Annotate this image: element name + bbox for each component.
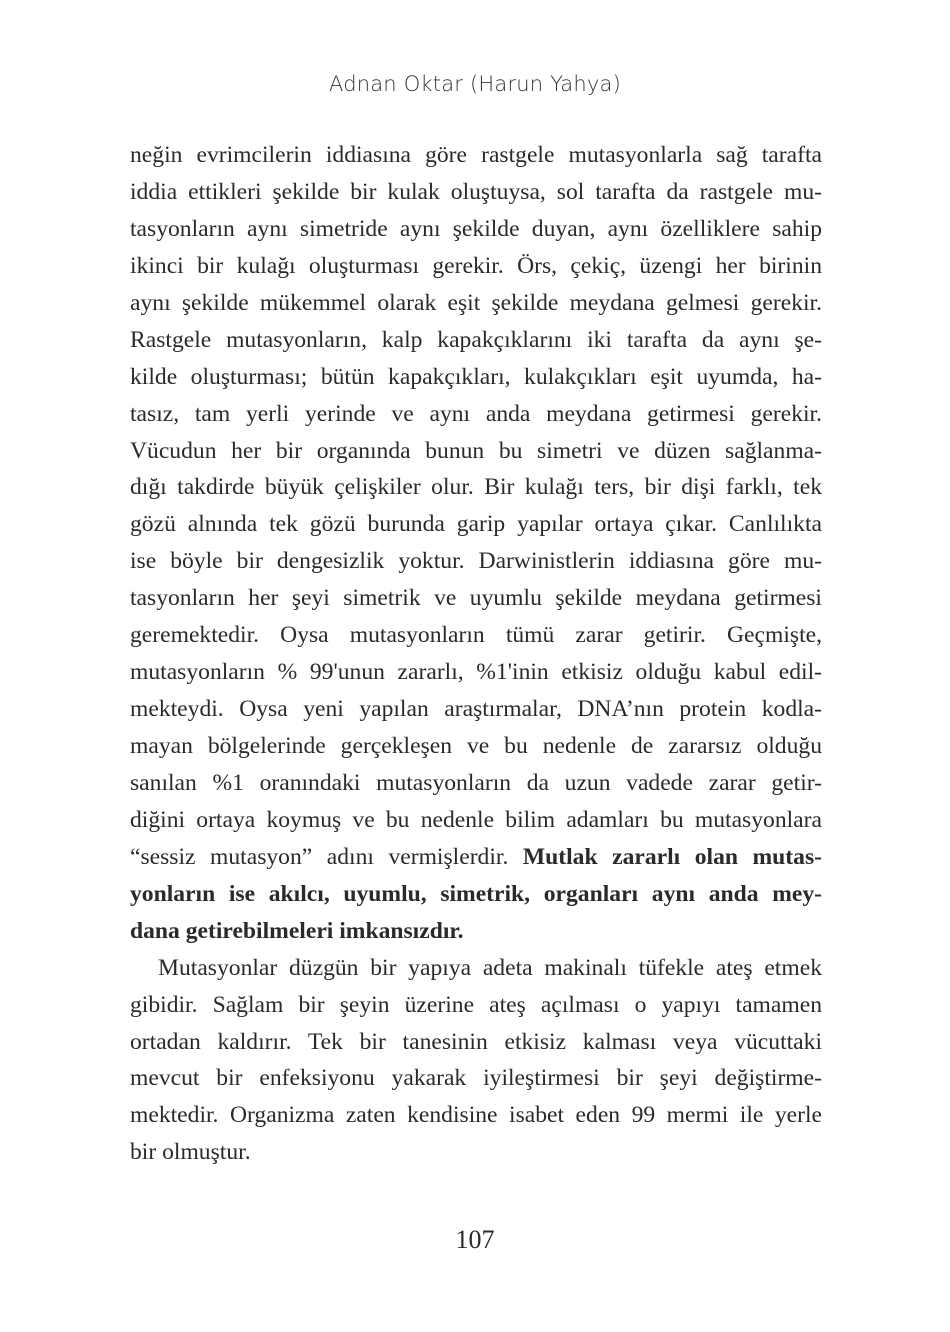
bold-text-line: dana getirebilmeleri imkansızdır. [130,917,464,944]
bold-text-line: yonların ise akılcı, uyumlu, simetrik, organları aynı anda mey- [130,880,822,907]
text-line: gözü alnında tek gözü burunda garip yapılar ortaya çıkar. Canlılıkta [130,511,822,538]
paragraph-1 [130,137,822,950]
text-line: dığı takdirde büyük çelişkiler olur. Bir kulağı ters, bir dişi farklı, tek [130,474,822,501]
text-line: mektedir. Organizma zaten kendisine isabet eden 99 mermi ile yerle [130,1102,822,1129]
text-line: sanılan %1 oranındaki mutasyonların da uzun vadede zarar getir- [130,769,822,796]
body-text [130,137,822,1171]
text-line: mayan bölgelerinde gerçekleşen ve bu nedenle de zararsız olduğu [130,733,822,759]
text-line: gibidir. Sağlam bir şeyin üzerine ateş açılması o yapıyı tamamen [130,991,822,1018]
text-line: ortadan kaldırır. Tek bir tanesinin etkisiz kalması veya vücuttaki [130,1028,822,1055]
running-header: Adnan Oktar (Harun Yahya) [329,72,621,96]
text-line: tasyonların her şeyi simetrik ve uyumlu şekilde meydana getirmesi [130,585,822,612]
text-line: mekteydi. Oysa yeni yapılan araştırmalar, DNA’nın protein kodla- [130,696,822,723]
text-line: tasyonların aynı simetride aynı şekilde duyan, aynı özelliklere sahip [130,215,822,242]
text-line: ikinci bir kulağı oluşturması gerekir. Örs, çekiç, üzengi her birinin [130,252,822,279]
text-line: mevcut bir enfeksiyonu yakarak iyileştirmesi bir şeyi değiştirme- [130,1065,822,1092]
bold-text: Mutlak zararlı olan mutas- [522,843,822,870]
text-line: diğini ortaya koymuş ve bu nedenle bilim adamları bu mutasyonlara [130,806,822,833]
text-line: ise böyle bir dengesizlik yoktur. Darwinistlerin iddiasına göre mu- [130,548,822,575]
text-line: mutasyonların % 99'unun zararlı, %1'inin etkisiz olduğu kabul edil- [130,659,822,686]
page-number: 107 [455,1225,495,1254]
text-line: bir olmuştur. [130,1139,251,1166]
text-line: Vücudun her bir organında bunun bu simetri ve düzen sağlanma- [130,437,822,464]
regular-text: “sessiz mutasyon” adını vermişlerdir. [130,843,523,870]
text-line: aynı şekilde mükemmel olarak eşit şekilde meydana gelmesi gerekir. [130,289,822,316]
text-line: iddia ettikleri şekilde bir kulak oluştuysa, sol tarafta da rastgele mu- [130,178,822,205]
text-line: tasız, tam yerli yerinde ve aynı anda meydana getirmesi gerekir. [130,400,822,427]
text-line: Mutasyonlar düzgün bir yapıya adeta makinalı tüfekle ateş etmek [158,954,822,981]
text-line: geremektedir. Oysa mutasyonların tümü zarar getirir. Geçmişte, [130,622,822,649]
text-line: Rastgele mutasyonların, kalp kapakçıklarını iki tarafta da aynı şe- [130,326,822,353]
paragraph-2 [130,950,822,1172]
text-line: kilde oluşturması; bütün kapakçıkları, kulakçıkları eşit uyumda, ha- [130,363,822,390]
text-line: neğin evrimcilerin iddiasına göre rastgele mutasyonlarla sağ tarafta [130,142,822,168]
text-line-mixed [130,839,822,876]
